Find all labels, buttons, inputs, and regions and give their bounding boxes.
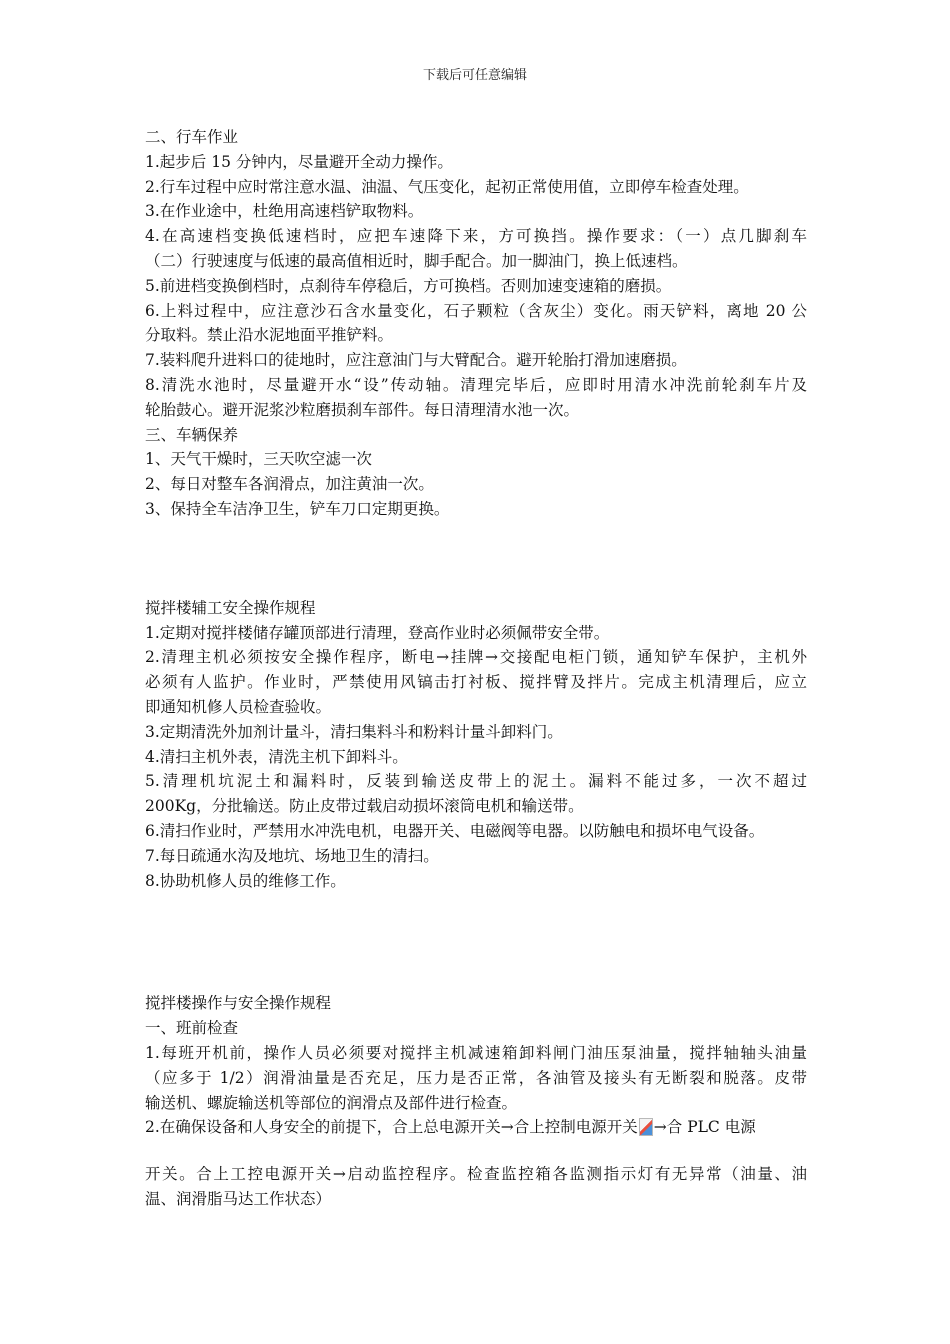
paragraph-line: 3、保持全车洁净卫生，铲车刀口定期更换。 — [145, 499, 450, 518]
paragraph-line: 温、润滑脂马达工作状态） — [145, 1189, 332, 1208]
spacer — [145, 1140, 807, 1162]
section-driving-operation — [145, 125, 807, 522]
paragraph-line: 1.定期对搅拌楼储存罐顶部进行清理，登高作业时必须佩带安全带。 — [145, 623, 610, 642]
paragraph-line: 1.每班开机前，操作人员必须要对搅拌主机减速箱卸料闸门油压泵油量，搅拌轴轴头油量 — [145, 1043, 807, 1062]
section-heading: 二、行车作业 — [145, 128, 239, 146]
section-title: 搅拌楼操作与安全操作规程 — [145, 994, 332, 1013]
paragraph-line: 5.前进档变换倒档时，点刹待车停稳后，方可换档。否则加速变速箱的磨损。 — [145, 276, 672, 295]
paragraph-line: 即通知机修人员检查验收。 — [145, 697, 332, 716]
paragraph-line: 4.在高速档变换低速档时，应把车速降下来，方可换挡。操作要求：（一）点几脚刹车 — [145, 227, 807, 246]
paragraph-line-with-image — [145, 1115, 807, 1140]
paragraph-line: 必须有人监护。作业时，严禁使用风镐击打衬板、搅拌臂及拌片。完成主机清理后，应立 — [145, 673, 807, 692]
section-heading: 三、车辆保养 — [145, 425, 239, 444]
paragraph-line: 2.行车过程中应时常注意水温、油温、气压变化，起初正常使用值，立即停车检查处理。 — [145, 177, 749, 196]
paragraph-line: 3.在作业途中，杜绝用高速档铲取物料。 — [145, 202, 424, 221]
paragraph-line: 1、天气干燥时，三天吹空滤一次 — [145, 450, 372, 469]
section-mixing-plant-operation — [145, 991, 807, 1211]
paragraph-line: （应多于 1/2）润滑油量是否充足，压力是否正常，各油管及接头有无断裂和脱落。皮带 — [145, 1068, 807, 1087]
paragraph-line: 5.清理机坑泥土和漏料时，反装到输送皮带上的泥土。漏料不能过多，一次不超过 — [145, 772, 807, 791]
paragraph-line: 输送机、螺旋输送机等部位的润滑点及部件进行检查。 — [145, 1093, 518, 1112]
spacer — [145, 893, 807, 991]
paragraph-line: 4.清扫主机外表，清洗主机下卸料斗。 — [145, 747, 408, 766]
paragraph-line: 6.上料过程中，应注意沙石含水量变化，石子颗粒（含灰尘）变化。雨天铲料，离地 20 公 — [145, 301, 807, 320]
paragraph-line: 200Kg，分批输送。防止皮带过载启动损坏滚筒电机和输送带。 — [145, 797, 584, 816]
paragraph-line: 2.清理主机必须按安全操作程序，断电→挂牌→交接配电柜门锁，通知铲车保护，主机外 — [145, 648, 807, 667]
paragraph-line: 8.清洗水池时，尽量避开水“设”传动轴。清理完毕后，应即时用清水冲洗前轮刹车片及 — [145, 375, 807, 394]
document-body — [145, 125, 807, 1212]
paragraph-line: 1.起步后 15 分钟内，尽量避开全动力操作。 — [145, 152, 453, 171]
paragraph-line: 7.每日疏通水沟及地坑、场地卫生的清扫。 — [145, 846, 439, 865]
section-mixing-plant-helper — [145, 596, 807, 894]
paragraph-line: 开关。合上工控电源开关→启动监控程序。检查监控箱各监测指示灯有无异常（油量、油 — [145, 1165, 807, 1184]
text-fragment: →合 PLC 电源 — [653, 1118, 756, 1137]
spacer — [145, 522, 807, 596]
paragraph-line: 3.定期清洗外加剂计量斗，清扫集料斗和粉料计量斗卸料门。 — [145, 722, 563, 741]
paragraph-line: 分取料。禁止沿水泥地面平推铲料。 — [145, 326, 394, 345]
paragraph-line: 7.装料爬升进料口的徒地时，应注意油门与大臂配合。避开轮胎打滑加速磨损。 — [145, 351, 687, 370]
section-heading: 一、班前检查 — [145, 1019, 239, 1038]
text-fragment: 2.在确保设备和人身安全的前提下，合上总电源开关→合上控制电源开关 — [145, 1118, 638, 1137]
paragraph-line: 轮胎鼓心。避开泥浆沙粒磨损刹车部件。每日清理清水池一次。 — [145, 400, 580, 419]
paragraph-line: 6.清扫作业时，严禁用水冲洗电机，电器开关、电磁阀等电器。以防触电和损坏电气设备。 — [145, 821, 765, 840]
page-header: 下载后可任意编辑 — [422, 68, 527, 83]
section-title: 搅拌楼辅工安全操作规程 — [145, 598, 316, 617]
paragraph-line: 8.协助机修人员的维修工作。 — [145, 871, 346, 890]
paragraph-line: 2、每日对整车各润滑点，加注黄油一次。 — [145, 475, 434, 494]
paragraph-line: （二）行驶速度与低速的最高值相近时，脚手配合。加一脚油门，换上低速档。 — [145, 251, 688, 270]
broken-image-icon — [639, 1118, 653, 1136]
